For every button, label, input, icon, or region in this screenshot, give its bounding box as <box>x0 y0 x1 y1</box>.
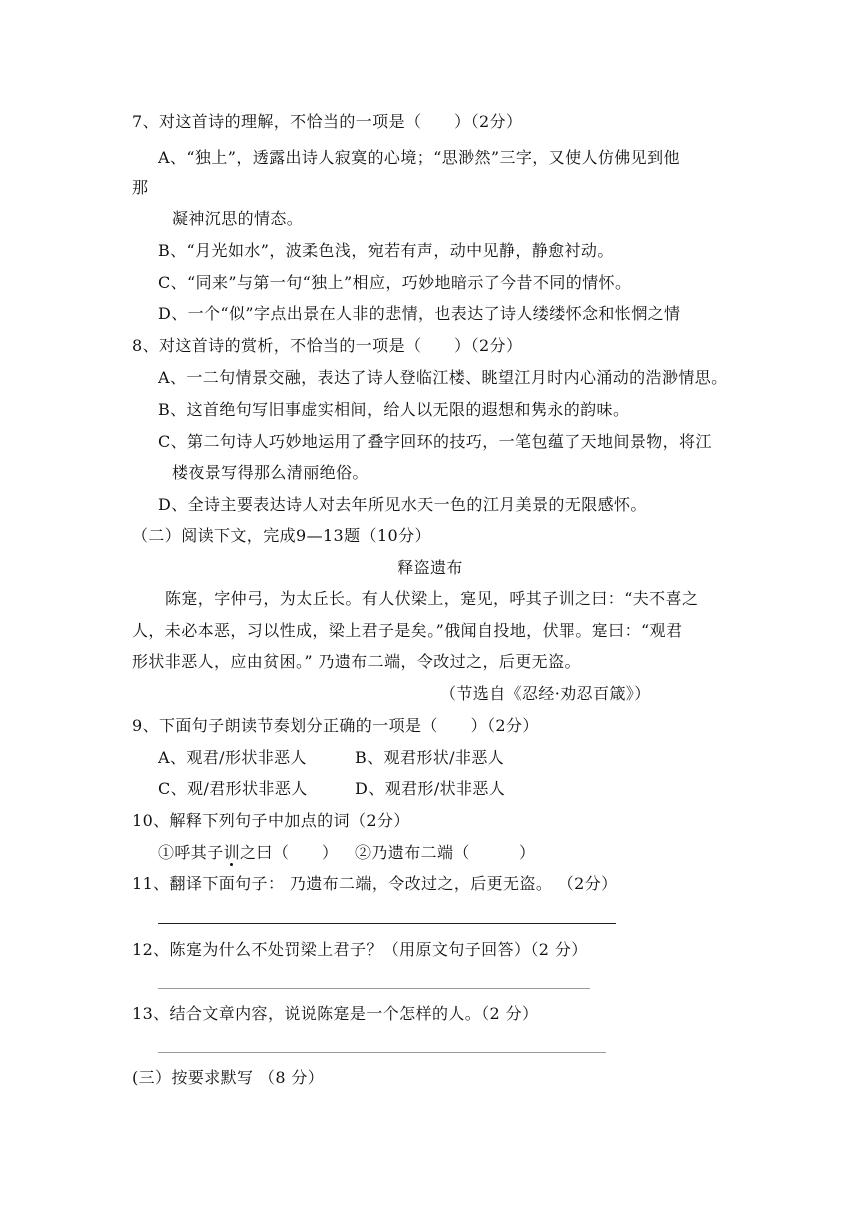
q8-option-b: B、这首绝句写旧事虚实相间，给人以无限的遐想和隽永的韵味。 <box>158 400 630 419</box>
q8-option-a: A、一二句情景交融，表达了诗人登临江楼、眺望江月时内心涌动的浩渺情思。 <box>158 368 728 387</box>
q8-stem: 8、对这首诗的赏析，不恰当的一项是（ ）（2分） <box>132 336 523 355</box>
passage-source: （节选自《忍经·劝忍百箴》） <box>440 684 651 703</box>
q10-item-1-pre: ①呼其子 <box>158 843 224 862</box>
section3-heading: (三）按要求默写 （8 分） <box>132 1068 325 1087</box>
q13-stem: 13、结合文章内容，说说陈寔是一个怎样的人。（2 分） <box>132 1004 539 1023</box>
q9-option-c: C、观/君形状非恶人 <box>158 779 308 798</box>
q7-option-b: B、“月光如水”，波柔色浅，宛若有声，动中见静，静愈衬动。 <box>158 241 614 260</box>
q13-answer-line[interactable] <box>158 1052 606 1053</box>
q7-option-a: A、“独上”，透露出诗人寂寞的心境；“思渺然”三字，又使人仿佛见到他 <box>158 148 680 167</box>
q7-stem: 7、对这首诗的理解，不恰当的一项是（ ）（2分） <box>132 112 523 131</box>
q8-option-c: C、第二句诗人巧妙地运用了叠字回环的技巧，一笔包蕴了天地间景物，将江 <box>158 432 712 451</box>
q12-stem: 12、陈寔为什么不处罚梁上君子？（用原文句子回答）（2 分） <box>132 940 588 959</box>
q9-stem: 9、下面句子朗读节奏划分正确的一项是（ ）（2分） <box>132 716 539 735</box>
passage-title: 释盗遗布 <box>397 558 463 577</box>
passage-line-3: 形状非恶人，应由贫困。” 乃遗布二端，令改过之，后更无盗。 <box>132 652 581 671</box>
q11-answer-line[interactable] <box>158 923 616 924</box>
q10-item-2: ②乃遗布二端（ ） <box>355 843 536 862</box>
q8-option-d: D、全诗主要表达诗人对去年所见水天一色的江月美景的无限感怀。 <box>158 495 647 514</box>
q10-item-1 <box>158 843 338 863</box>
passage-line-2: 人，未必本恶，习以性成，梁上君子是矣。”俄闻自投地，伏罪。寔曰：“观君 <box>132 621 683 640</box>
q10-dotted-word: 训 <box>223 843 241 862</box>
q9-option-a: A、观君/形状非恶人 <box>158 748 307 767</box>
q7-option-c: C、“同来”与第一句“独上”相应，巧妙地暗示了今昔不同的情怀。 <box>158 273 632 292</box>
q7-option-a-wrap: 那 <box>132 178 149 197</box>
q8-option-c-cont: 楼夜景写得那么清丽绝俗。 <box>172 463 369 482</box>
q12-answer-line[interactable] <box>158 988 590 989</box>
section2-heading: （二）阅读下文，完成9—13题（10分） <box>132 526 431 545</box>
q10-item-1-post: 之曰（ ） <box>240 843 339 862</box>
passage-line-1: 陈寔，字仲弓，为太丘长。有人伏梁上，寔见，呼其子训之曰：“夫不喜之 <box>165 589 699 608</box>
q10-stem: 10、解释下列句子中加点的词（2分） <box>132 811 410 830</box>
q9-option-b: B、观君形状/非恶人 <box>355 748 505 767</box>
q7-option-d: D、一个“似”字点出景在人非的悲情，也表达了诗人缕缕怀念和怅惘之情 <box>158 304 681 323</box>
q9-option-d: D、观君形/状非恶人 <box>355 779 506 798</box>
q11-stem: 11、翻译下面句子： 乃遗布二端，令改过之，后更无盗。 （2分） <box>132 874 618 893</box>
q7-option-a-cont: 凝神沉思的情态。 <box>172 209 304 228</box>
